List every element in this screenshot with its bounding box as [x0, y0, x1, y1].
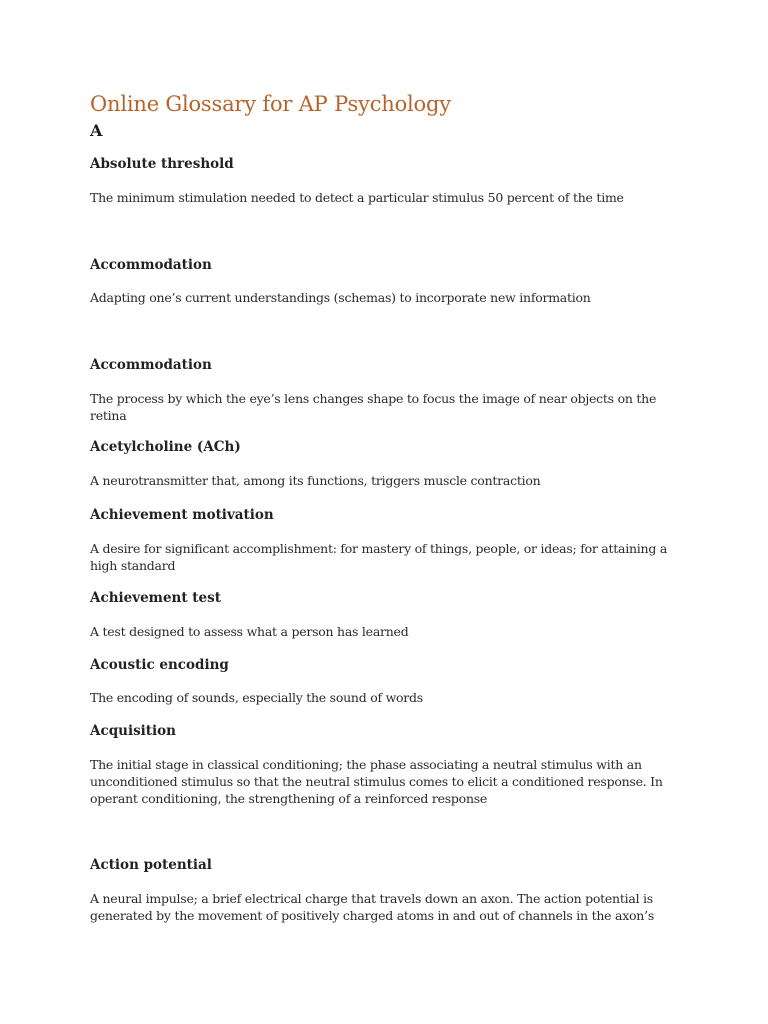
glossary-definition: A neurotransmitter that, among its functions, triggers muscle contraction [90, 473, 541, 488]
page-title: Online Glossary for AP Psychology [90, 92, 451, 116]
glossary-definition: The process by which the eye’s lens changes shape to focus the image of near objects on the retina [90, 391, 657, 423]
glossary-term: Accommodation [90, 357, 212, 373]
glossary-definition: The encoding of sounds, especially the sound of words [90, 690, 423, 705]
glossary-definition: Adapting one’s current understandings (schemas) to incorporate new information [90, 290, 591, 305]
glossary-definition: A desire for significant accomplishment: for mastery of things, people, or ideas; for attaining a high standard [90, 541, 668, 573]
glossary-definition: A neural impulse; a brief electrical charge that travels down an axon. The action potential is generated by the movement of positively charged atoms in and out of channels in the axon’s [90, 891, 654, 923]
glossary-term: Achievement motivation [90, 507, 274, 523]
glossary-term: Action potential [90, 857, 212, 873]
glossary-definition: The minimum stimulation needed to detect a particular stimulus 50 percent of the time [90, 190, 624, 205]
section-letter: A [90, 121, 103, 140]
glossary-term: Acquisition [90, 723, 176, 739]
glossary-term: Absolute threshold [90, 156, 234, 172]
glossary-definition: A test designed to assess what a person has learned [90, 624, 409, 639]
glossary-definition: The initial stage in classical conditioning; the phase associating a neutral stimulus with an unconditioned stimulus so that the neutral stimulus comes to elicit a conditioned response. In operant conditioning, the strengthening of a reinforced response [90, 757, 663, 806]
glossary-term: Accommodation [90, 257, 212, 273]
glossary-term: Achievement test [90, 590, 221, 606]
glossary-term: Acetylcholine (ACh) [90, 439, 241, 455]
glossary-term: Acoustic encoding [90, 657, 229, 673]
